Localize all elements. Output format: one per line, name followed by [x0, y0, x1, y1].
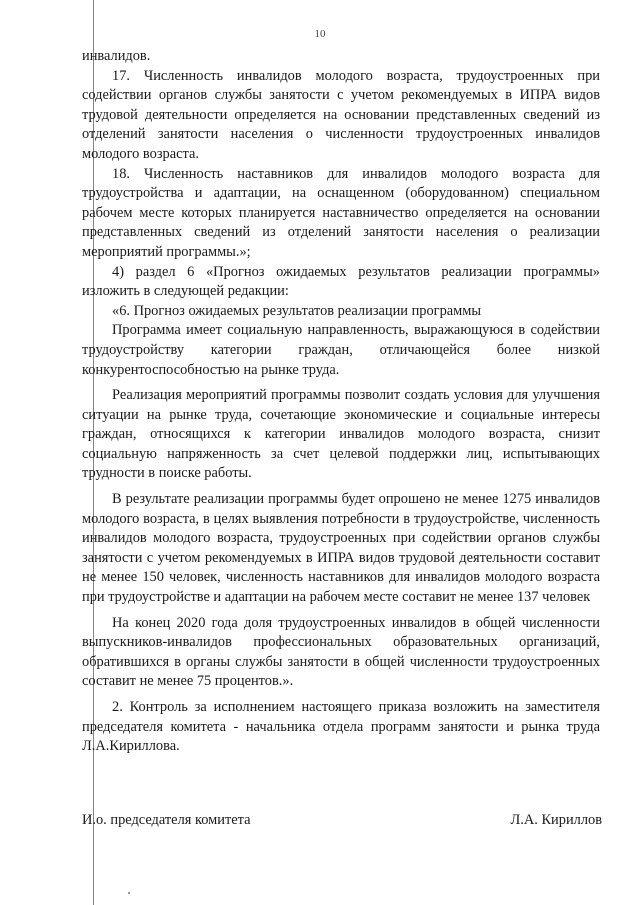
signature-title: И.о. председателя комитета	[82, 812, 251, 828]
paragraph-continuation: инвалидов.	[82, 48, 151, 64]
signature-name: Л.А. Кириллов	[510, 812, 602, 828]
paragraph-control-clause: 2. Контроль за исполнением настоящего приказа возложить на заместителя председателя комитета - начальника отдела программ занятости и рынка труда Л.А.Кириллова.	[82, 699, 600, 755]
paragraph-item-17: 17. Численность инвалидов молодого возраста, трудоустроенных при содействии органов службы занятости с учетом рекомендуемых в ИПРА видов трудовой деятельности определяется на основании представленных сведений из отделений занятости населения о численности трудоустроенных инвалидов молодого возраста.	[82, 67, 600, 162]
paragraph-section-6-amendment: 4) раздел 6 «Прогноз ожидаемых результатов реализации программы» изложить в следующей редакции:	[82, 263, 600, 300]
scan-speck	[128, 892, 130, 894]
signature-block	[82, 812, 602, 832]
document-body	[82, 47, 600, 757]
paragraph-expected-results: В результате реализации программы будет опрошено не менее 1275 инвалидов молодого возраста, в целях выявления потребности в трудоустройстве, численность инвалидов молодого возраста, трудоустроенных при содействии органов службы занятости с учетом рекомендуемых в ИПРА видов трудовой деятельности составит не менее 150 человек, численность наставников для инвалидов молодого возраста при трудоустройстве и адаптации на рабочем месте составит не менее 137 человек	[82, 491, 600, 606]
page-number: 10	[314, 28, 326, 40]
section-6-heading: «6. Прогноз ожидаемых результатов реализации программы	[112, 302, 482, 319]
paragraph-2020-target: На конец 2020 года доля трудоустроенных инвалидов в общей численности выпускников-инвалидов профессиональных образовательных организаций, обратившихся в органы службы занятости в общей численности трудоустроенных составит не менее 75 процентов.».	[82, 614, 600, 690]
paragraph-program-focus: Программа имеет социальную направленность, выражающуюся в содействии трудоустройству категории граждан, отличающейся более низкой конкурентоспособностью на рынке труда.	[82, 322, 600, 378]
paragraph-item-18: 18. Численность наставников для инвалидов молодого возраста для трудоустройства и адаптации, на оснащенном (оборудованном) специальном рабочем месте которых планируется наставничество определяется на основании представленных сведений из отделений занятости населения о реализации мероприятий программы.»;	[82, 165, 600, 260]
paragraph-program-effects: Реализация мероприятий программы позволит создать условия для улучшения ситуации на рынке труда, сочетающие экономические и социальные интересы граждан, относящихся к категории инвалидов молодого возраста, снизит социальную напряженность за счет целевой поддержки лиц, испытывающих трудности в поиске работы.	[82, 387, 600, 482]
